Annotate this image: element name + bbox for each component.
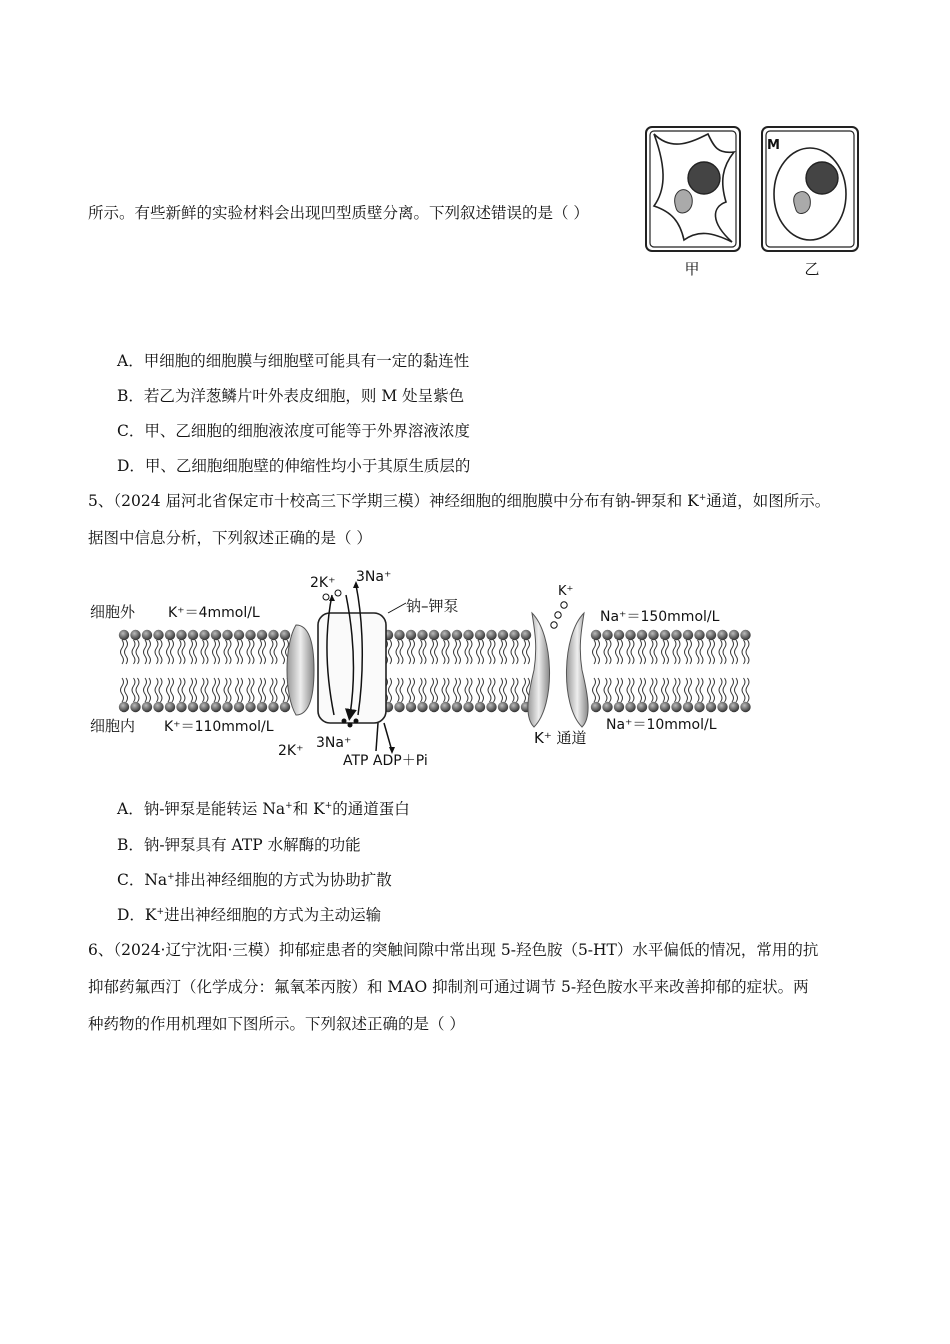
lipid-head xyxy=(625,630,635,664)
lipid-head xyxy=(211,678,221,712)
lipid-head xyxy=(729,678,739,712)
sodium-potassium-pump-figure xyxy=(88,565,758,775)
pump-label: 钠–钾泵 xyxy=(406,597,459,615)
lipid-head xyxy=(142,630,152,664)
inside-label: 细胞内 xyxy=(90,717,136,735)
lipid-head xyxy=(521,630,531,664)
q5-stem-line2: 据图中信息分析，下列叙述正确的是（ ） xyxy=(88,529,372,547)
lipid-head xyxy=(130,630,140,664)
lipid-head xyxy=(130,678,140,712)
lipid-head xyxy=(660,630,670,664)
lipid-head xyxy=(706,678,716,712)
lipid-head xyxy=(591,630,601,664)
pump-bottom-na-label: 3Na⁺ xyxy=(316,735,352,751)
pump-top-na-label: 3Na⁺ xyxy=(356,569,392,585)
q5-option-a: A．钠-钾泵是能转运 Na+和 K+的通道蛋白 xyxy=(117,800,410,818)
cell-yi-protoplast xyxy=(774,148,846,240)
lipid-head xyxy=(591,678,601,712)
lipid-head xyxy=(706,630,716,664)
lipid-head xyxy=(694,630,704,664)
lipid-head xyxy=(452,678,462,712)
lipid-head xyxy=(509,630,519,664)
lipid-head xyxy=(417,678,427,712)
lipid-head xyxy=(406,630,416,664)
q5-option-b: B．钠-钾泵具有 ATP 水解酶的功能 xyxy=(117,836,361,854)
q4-option-a: A．甲细胞的细胞膜与细胞壁可能具有一定的黏连性 xyxy=(117,352,470,370)
lipid-head xyxy=(440,678,450,712)
q6-stem-line2: 抑郁药氟西汀（化学成分：氟氧苯丙胺）和 MAO 抑制剂可通过调节 5-羟色胺水平来改善抑郁的症状。两 xyxy=(88,978,809,996)
lipid-head xyxy=(463,678,473,712)
lipid-head xyxy=(671,678,681,712)
lipid-head xyxy=(486,630,496,664)
cell-jia-nucleus xyxy=(688,162,720,194)
plasmolysis-figure xyxy=(642,122,864,280)
label-m: M xyxy=(767,138,780,153)
lipid-head xyxy=(153,630,163,664)
lipid-head xyxy=(199,678,209,712)
lipid-head xyxy=(199,630,209,664)
k-inside-concentration: K⁺＝110mmol/L xyxy=(164,719,274,735)
lipid-head xyxy=(245,630,255,664)
channel-top-k-label: K⁺ xyxy=(558,584,574,599)
lipid-head xyxy=(234,630,244,664)
lipid-head xyxy=(475,630,485,664)
lipid-head xyxy=(509,678,519,712)
lipid-head xyxy=(165,678,175,712)
lipid-head xyxy=(257,678,267,712)
cell-yi-nucleus xyxy=(806,162,838,194)
lipid-head xyxy=(429,630,439,664)
label-jia: 甲 xyxy=(684,260,700,278)
lipid-head xyxy=(222,630,232,664)
lipid-head xyxy=(188,630,198,664)
q4-option-c: C．甲、乙细胞的细胞液浓度可能等于外界溶液浓度 xyxy=(117,422,470,440)
lipid-head xyxy=(234,678,244,712)
lipid-head xyxy=(394,678,404,712)
lipid-head xyxy=(119,630,129,664)
q4-stem-tail: 所示。有些新鲜的实验材料会出现凹型质壁分离。下列叙述错误的是（ ） xyxy=(88,204,589,222)
lipid-head xyxy=(188,678,198,712)
lipid-head xyxy=(648,630,658,664)
lipid-head xyxy=(717,678,727,712)
lipid-head xyxy=(648,678,658,712)
na-inside-concentration: Na⁺＝10mmol/L xyxy=(606,717,717,733)
q4-option-d: D．甲、乙细胞细胞壁的伸缩性均小于其原生质层的 xyxy=(117,457,471,475)
na-outside-concentration: Na⁺＝150mmol/L xyxy=(600,609,720,625)
membrane-protein-left xyxy=(287,625,314,715)
lipid-head xyxy=(625,678,635,712)
outside-label: 细胞外 xyxy=(90,603,136,621)
lipid-head xyxy=(211,630,221,664)
lipid-head xyxy=(740,678,750,712)
lipid-head xyxy=(717,630,727,664)
atp-label: ATP ADP＋Pi xyxy=(343,753,428,769)
lipid-head xyxy=(268,678,278,712)
lipid-head xyxy=(486,678,496,712)
q6-stem-line3: 种药物的作用机理如下图所示。下列叙述正确的是（ ） xyxy=(88,1015,465,1033)
lipid-head xyxy=(694,678,704,712)
lipid-head xyxy=(394,630,404,664)
lipid-head xyxy=(498,630,508,664)
lipid-head xyxy=(602,678,612,712)
lipid-head xyxy=(614,630,624,664)
q5-option-c: C．Na+排出神经细胞的方式为协助扩散 xyxy=(117,871,392,889)
lipid-head xyxy=(245,678,255,712)
lipid-head xyxy=(165,630,175,664)
lipid-head xyxy=(142,678,152,712)
lipid-head xyxy=(637,630,647,664)
lipid-head xyxy=(740,630,750,664)
q4-option-b: B．若乙为洋葱鳞片叶外表皮细胞，则 M 处呈紫色 xyxy=(117,387,465,405)
lipid-head xyxy=(660,678,670,712)
lipid-head xyxy=(153,678,163,712)
pump-bottom-k-label: 2K⁺ xyxy=(278,743,304,759)
lipid-head xyxy=(176,630,186,664)
pump-top-k-label: 2K⁺ xyxy=(310,575,336,591)
lipid-head xyxy=(417,630,427,664)
lipid-head xyxy=(176,678,186,712)
q5-option-d: D．K+进出神经细胞的方式为主动运输 xyxy=(117,906,382,924)
lipid-head xyxy=(257,630,267,664)
k-outside-concentration: K⁺＝4mmol/L xyxy=(168,605,260,621)
lipid-head xyxy=(602,630,612,664)
q5-stem-line1: 5、（2024 届河北省保定市十校高三下学期三模）神经细胞的细胞膜中分布有钠-钾泵和 K+通道，如图所示。 xyxy=(88,492,831,510)
lipid-head xyxy=(463,630,473,664)
k-channel-left xyxy=(528,613,550,727)
lipid-head xyxy=(475,678,485,712)
lipid-head xyxy=(440,630,450,664)
membrane-inner-leaflet xyxy=(119,678,751,712)
lipid-head xyxy=(406,678,416,712)
lipid-head xyxy=(637,678,647,712)
membrane-outer-leaflet xyxy=(119,630,751,664)
label-yi: 乙 xyxy=(804,260,820,278)
lipid-head xyxy=(671,630,681,664)
lipid-head xyxy=(614,678,624,712)
lipid-head xyxy=(683,630,693,664)
lipid-head xyxy=(222,678,232,712)
lipid-head xyxy=(683,678,693,712)
q6-stem-line1: 6、（2024·辽宁沈阳·三模）抑郁症患者的突触间隙中常出现 5-羟色胺（5-HT）水平偏低的情况，常用的抗 xyxy=(88,941,819,959)
k-channel-label: K⁺ 通道 xyxy=(534,729,587,747)
lipid-head xyxy=(268,630,278,664)
k-channel-right xyxy=(566,613,588,727)
lipid-head xyxy=(452,630,462,664)
lipid-head xyxy=(498,678,508,712)
lipid-head xyxy=(119,678,129,712)
lipid-head xyxy=(729,630,739,664)
lipid-head xyxy=(429,678,439,712)
